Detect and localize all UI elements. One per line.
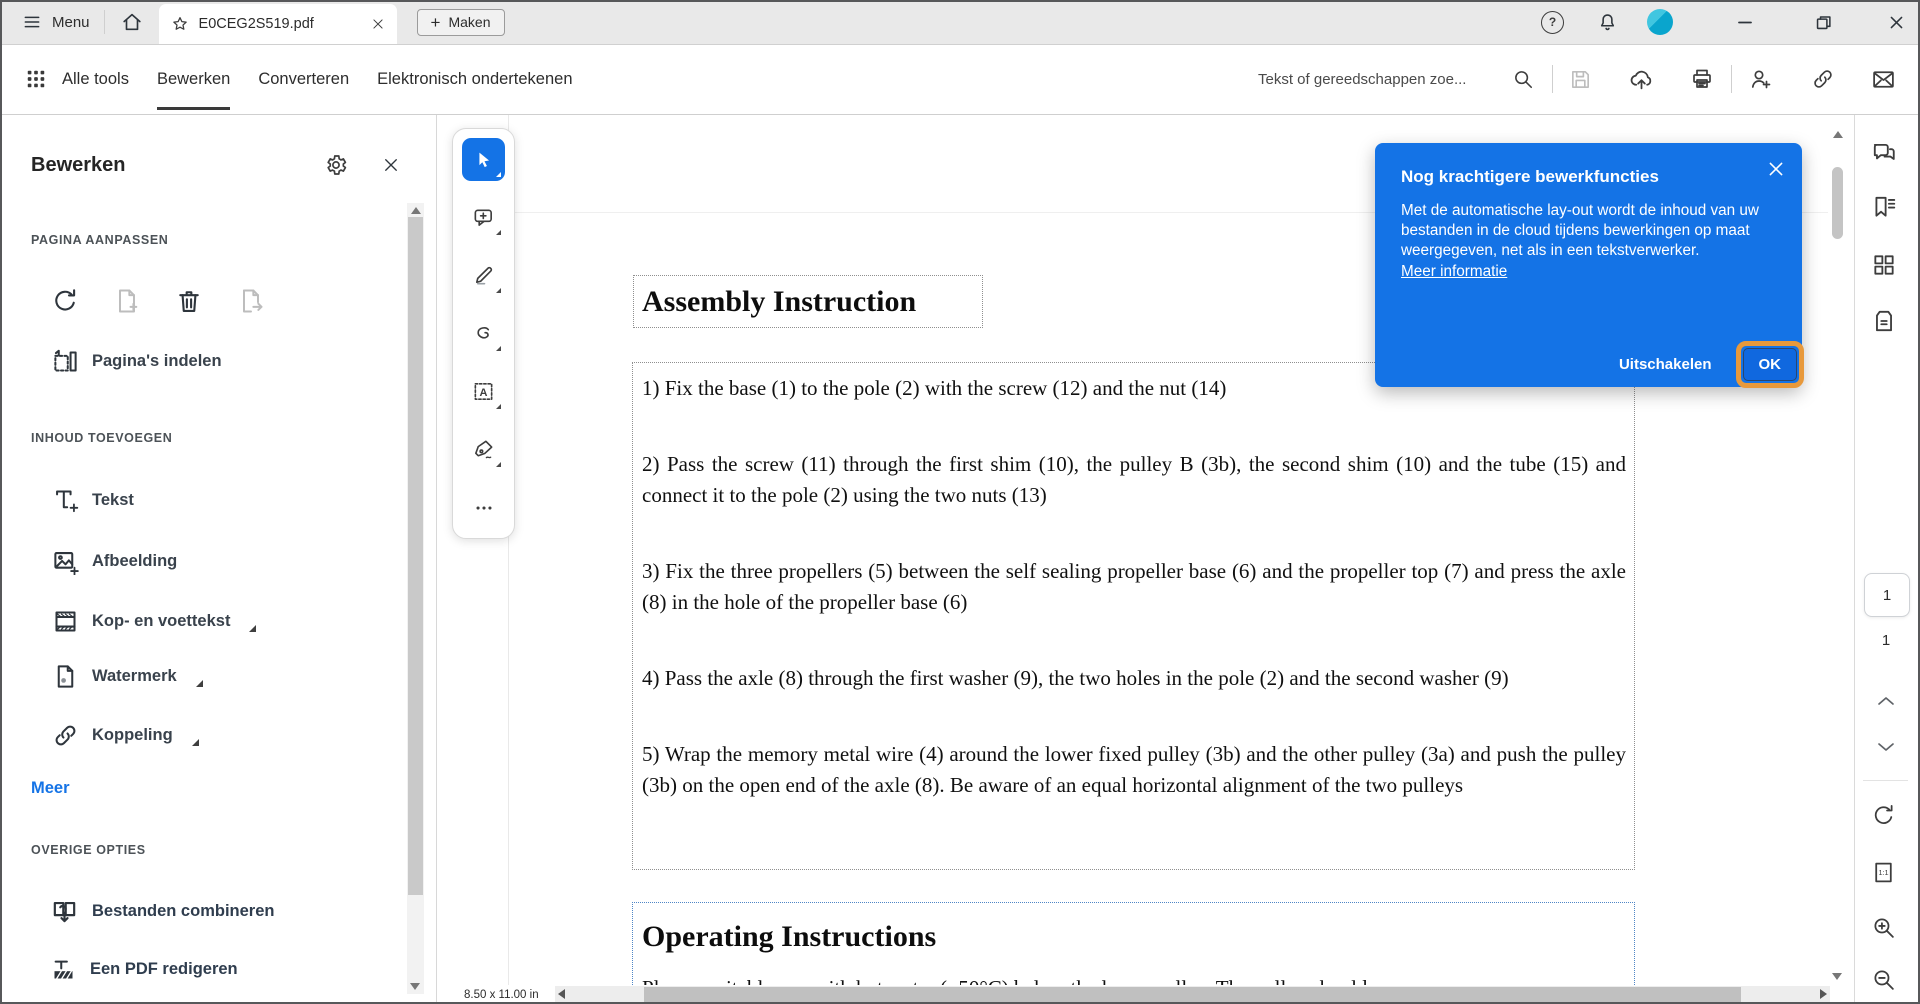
- submenu-arrow-icon: [196, 680, 203, 687]
- page-size-label: 8.50 x 11.00 in: [464, 988, 539, 1001]
- tags-icon[interactable]: [1871, 308, 1897, 334]
- panel-title: Bewerken: [31, 153, 126, 176]
- sidebar-item-bestanden-combineren[interactable]: Bestanden combineren: [50, 897, 274, 926]
- refresh-icon[interactable]: [1871, 803, 1896, 828]
- right-tools-rail: [1854, 115, 1920, 1004]
- link-icon: [52, 722, 79, 749]
- sidebar-item-een-pdf-redigeren[interactable]: Een PDF redigeren: [50, 956, 238, 983]
- scroll-left-icon[interactable]: [558, 989, 565, 999]
- scroll-down-icon[interactable]: [410, 983, 420, 990]
- close-tab-icon[interactable]: [371, 17, 385, 31]
- step-5: 5) Wrap the memory metal wire (4) around the lower fixed pulley (3b) and the other pulley (3a) and push the pulley (3b) on the open end of the axle (8). Be aware of an equal horizontal alignment of the two pulleys: [642, 741, 1626, 798]
- disable-button[interactable]: Uitschakelen: [1618, 356, 1712, 373]
- divider: [1552, 65, 1553, 93]
- star-icon: [171, 15, 189, 33]
- titlebar-right-controls: [1541, 9, 1905, 35]
- divider: [104, 10, 105, 34]
- search-input[interactable]: [1256, 70, 1512, 89]
- textbox-assembly-steps[interactable]: [632, 362, 1635, 870]
- thumbnails-icon[interactable]: [1871, 252, 1897, 278]
- lasso-icon: [472, 322, 495, 345]
- document-tab[interactable]: [159, 4, 397, 44]
- redact-icon: [50, 956, 77, 983]
- title-bar: [0, 0, 1920, 45]
- save-icon: [1569, 68, 1592, 91]
- submenu-arrow-icon: [249, 625, 256, 632]
- chevron-up-icon[interactable]: [1876, 693, 1896, 709]
- add-text-icon: [52, 487, 79, 514]
- ok-button[interactable]: OK: [1743, 348, 1798, 381]
- scrollbar-thumb[interactable]: [1832, 167, 1843, 239]
- bookmarks-icon[interactable]: [1871, 194, 1897, 220]
- scroll-up-icon[interactable]: [1833, 131, 1843, 138]
- add-user-icon[interactable]: [1749, 67, 1773, 91]
- delete-page-icon[interactable]: [175, 287, 203, 315]
- add-comment-tool-button[interactable]: [462, 196, 505, 239]
- textbox-operating-heading[interactable]: Operating Instructions: [632, 902, 1635, 1004]
- section-add-content: INHOUD TOEVOEGEN: [31, 431, 173, 445]
- sidebar-scrollbar[interactable]: [407, 203, 424, 994]
- home-icon: [121, 11, 143, 33]
- create-button[interactable]: [417, 9, 505, 36]
- page-total-label: 1: [1881, 632, 1891, 649]
- tab-filename: E0CEG2S519.pdf: [198, 16, 314, 32]
- sidebar-item-tekst[interactable]: Tekst: [52, 487, 134, 514]
- scrollbar-thumb[interactable]: [408, 217, 423, 895]
- combine-files-icon: [50, 897, 79, 926]
- chevron-down-icon[interactable]: [1876, 739, 1896, 755]
- insert-page-icon: [113, 287, 141, 315]
- zoom-out-icon[interactable]: [1871, 967, 1896, 992]
- more-tools-button[interactable]: [462, 486, 505, 529]
- scroll-up-icon[interactable]: [411, 207, 421, 214]
- section-page-edit: PAGINA AANPASSEN: [31, 233, 169, 247]
- mail-icon[interactable]: [1871, 67, 1896, 92]
- home-button[interactable]: [121, 11, 143, 33]
- scroll-right-icon[interactable]: [1820, 989, 1827, 999]
- zoom-in-icon[interactable]: [1871, 915, 1896, 940]
- submenu-arrow-icon: [192, 739, 199, 746]
- sidebar-item-afbeelding[interactable]: Afbeelding: [52, 548, 177, 575]
- quick-tools-palette: [452, 128, 515, 539]
- page-number-input[interactable]: 1: [1864, 573, 1910, 617]
- step-3: 3) Fix the three propellers (5) between the self sealing propeller base (6) and the propeller top (7) and press the axle (8) in the hole of the propeller base (6): [642, 558, 1626, 615]
- fill-sign-pen-icon: [472, 438, 495, 461]
- step-1: 1) Fix the base (1) to the pole (2) with the screw (12) and the nut (14): [642, 376, 1227, 400]
- close-panel-icon[interactable]: [382, 156, 400, 174]
- extract-page-icon: [237, 287, 265, 315]
- document-vertical-scrollbar[interactable]: [1830, 131, 1845, 980]
- document-bottom-bar: [438, 985, 1853, 1004]
- fit-page-icon[interactable]: [1871, 860, 1896, 885]
- close-popup-icon[interactable]: [1768, 161, 1784, 177]
- fill-sign-tool-button[interactable]: [462, 428, 505, 471]
- step-4: 4) Pass the axle (8) through the first washer (9), the two holes in the pole (2) and the second washer (9): [642, 665, 1509, 690]
- scan-text-tool-button[interactable]: [462, 370, 505, 413]
- draw-tool-button[interactable]: [462, 254, 505, 297]
- sidebar-item-organize-pages[interactable]: Pagina's indelen: [52, 348, 222, 375]
- scan-text-icon: [472, 380, 495, 403]
- apps-grid-icon[interactable]: [25, 68, 47, 90]
- more-tools-icon: [473, 497, 495, 519]
- watermark-icon: [52, 663, 79, 690]
- svg-text:A: A: [479, 386, 488, 399]
- rotate-page-icon[interactable]: [51, 287, 79, 315]
- add-image-icon: [52, 548, 79, 575]
- print-icon[interactable]: [1690, 67, 1714, 91]
- edit-panel: [0, 115, 437, 1004]
- select-tool-button[interactable]: [462, 138, 505, 181]
- restore-window-icon[interactable]: [1815, 14, 1832, 31]
- bell-icon[interactable]: [1597, 12, 1618, 33]
- gear-icon[interactable]: [324, 153, 348, 177]
- minimize-icon[interactable]: [1737, 14, 1753, 30]
- sidebar-item-kop-en-voettekst[interactable]: Kop- en voettekst: [52, 608, 256, 635]
- scroll-down-icon[interactable]: [1832, 973, 1842, 980]
- more-info-link[interactable]: Meer informatie: [1401, 263, 1508, 280]
- tab-elektronisch-ondertekenen[interactable]: Elektronisch ondertekenen: [377, 69, 573, 88]
- tab-bewerken[interactable]: Bewerken: [157, 44, 230, 114]
- tab-converteren[interactable]: Converteren: [258, 69, 350, 88]
- close-window-icon[interactable]: [1888, 14, 1905, 31]
- popup-body-text: Met de automatische lay-out wordt de inhoud van uw bestanden in de cloud tijdens bewerkingen op maat weergegeven, net als in een tekstverwerker.: [1401, 202, 1759, 259]
- svg-text:1:1: 1:1: [1878, 868, 1889, 878]
- section-other-options: OVERIGE OPTIES: [31, 843, 146, 857]
- menu-label: Menu: [52, 13, 90, 31]
- app-menu-button[interactable]: [22, 12, 90, 32]
- link-icon[interactable]: [1811, 67, 1835, 91]
- upload-cloud-icon[interactable]: [1629, 67, 1654, 92]
- header-footer-icon: [52, 608, 79, 635]
- create-button-label: Maken: [448, 14, 491, 30]
- textbox-assembly-heading[interactable]: Assembly Instruction: [633, 275, 983, 328]
- document-horizontal-scrollbar[interactable]: [555, 986, 1830, 1003]
- lasso-tool-button[interactable]: [462, 312, 505, 355]
- comments-icon[interactable]: [1871, 140, 1897, 166]
- search-icon[interactable]: [1512, 68, 1534, 90]
- editing-notification-popup: [1375, 143, 1802, 387]
- divider: [1863, 780, 1908, 781]
- step-2: 2) Pass the screw (11) through the first shim (10), the pulley B (3b), the second shim (10) and the tube (15) and connect it to the pole (2) using the two nuts (13): [642, 451, 1626, 508]
- sidebar-item-watermerk[interactable]: Watermerk: [52, 663, 203, 690]
- select-icon: [473, 149, 495, 171]
- tab-alle-tools[interactable]: Alle tools: [62, 69, 129, 88]
- popup-title: Nog krachtigere bewerkfuncties: [1401, 167, 1659, 186]
- sidebar-item-koppeling[interactable]: Koppeling: [52, 722, 199, 749]
- plus-icon: +: [430, 12, 441, 32]
- more-link[interactable]: Meer: [31, 779, 70, 797]
- draw-pencil-icon: [472, 264, 495, 287]
- organize-pages-icon: [52, 348, 79, 375]
- main-toolbar: [0, 44, 1920, 115]
- avatar[interactable]: [1647, 9, 1673, 35]
- divider: [1731, 65, 1732, 93]
- help-icon[interactable]: ?: [1541, 11, 1564, 34]
- scrollbar-thumb[interactable]: [644, 987, 1741, 1002]
- add-comment-icon: [472, 206, 495, 229]
- ok-button-highlight-ring: [1736, 341, 1805, 388]
- hamburger-menu-icon: [22, 12, 42, 32]
